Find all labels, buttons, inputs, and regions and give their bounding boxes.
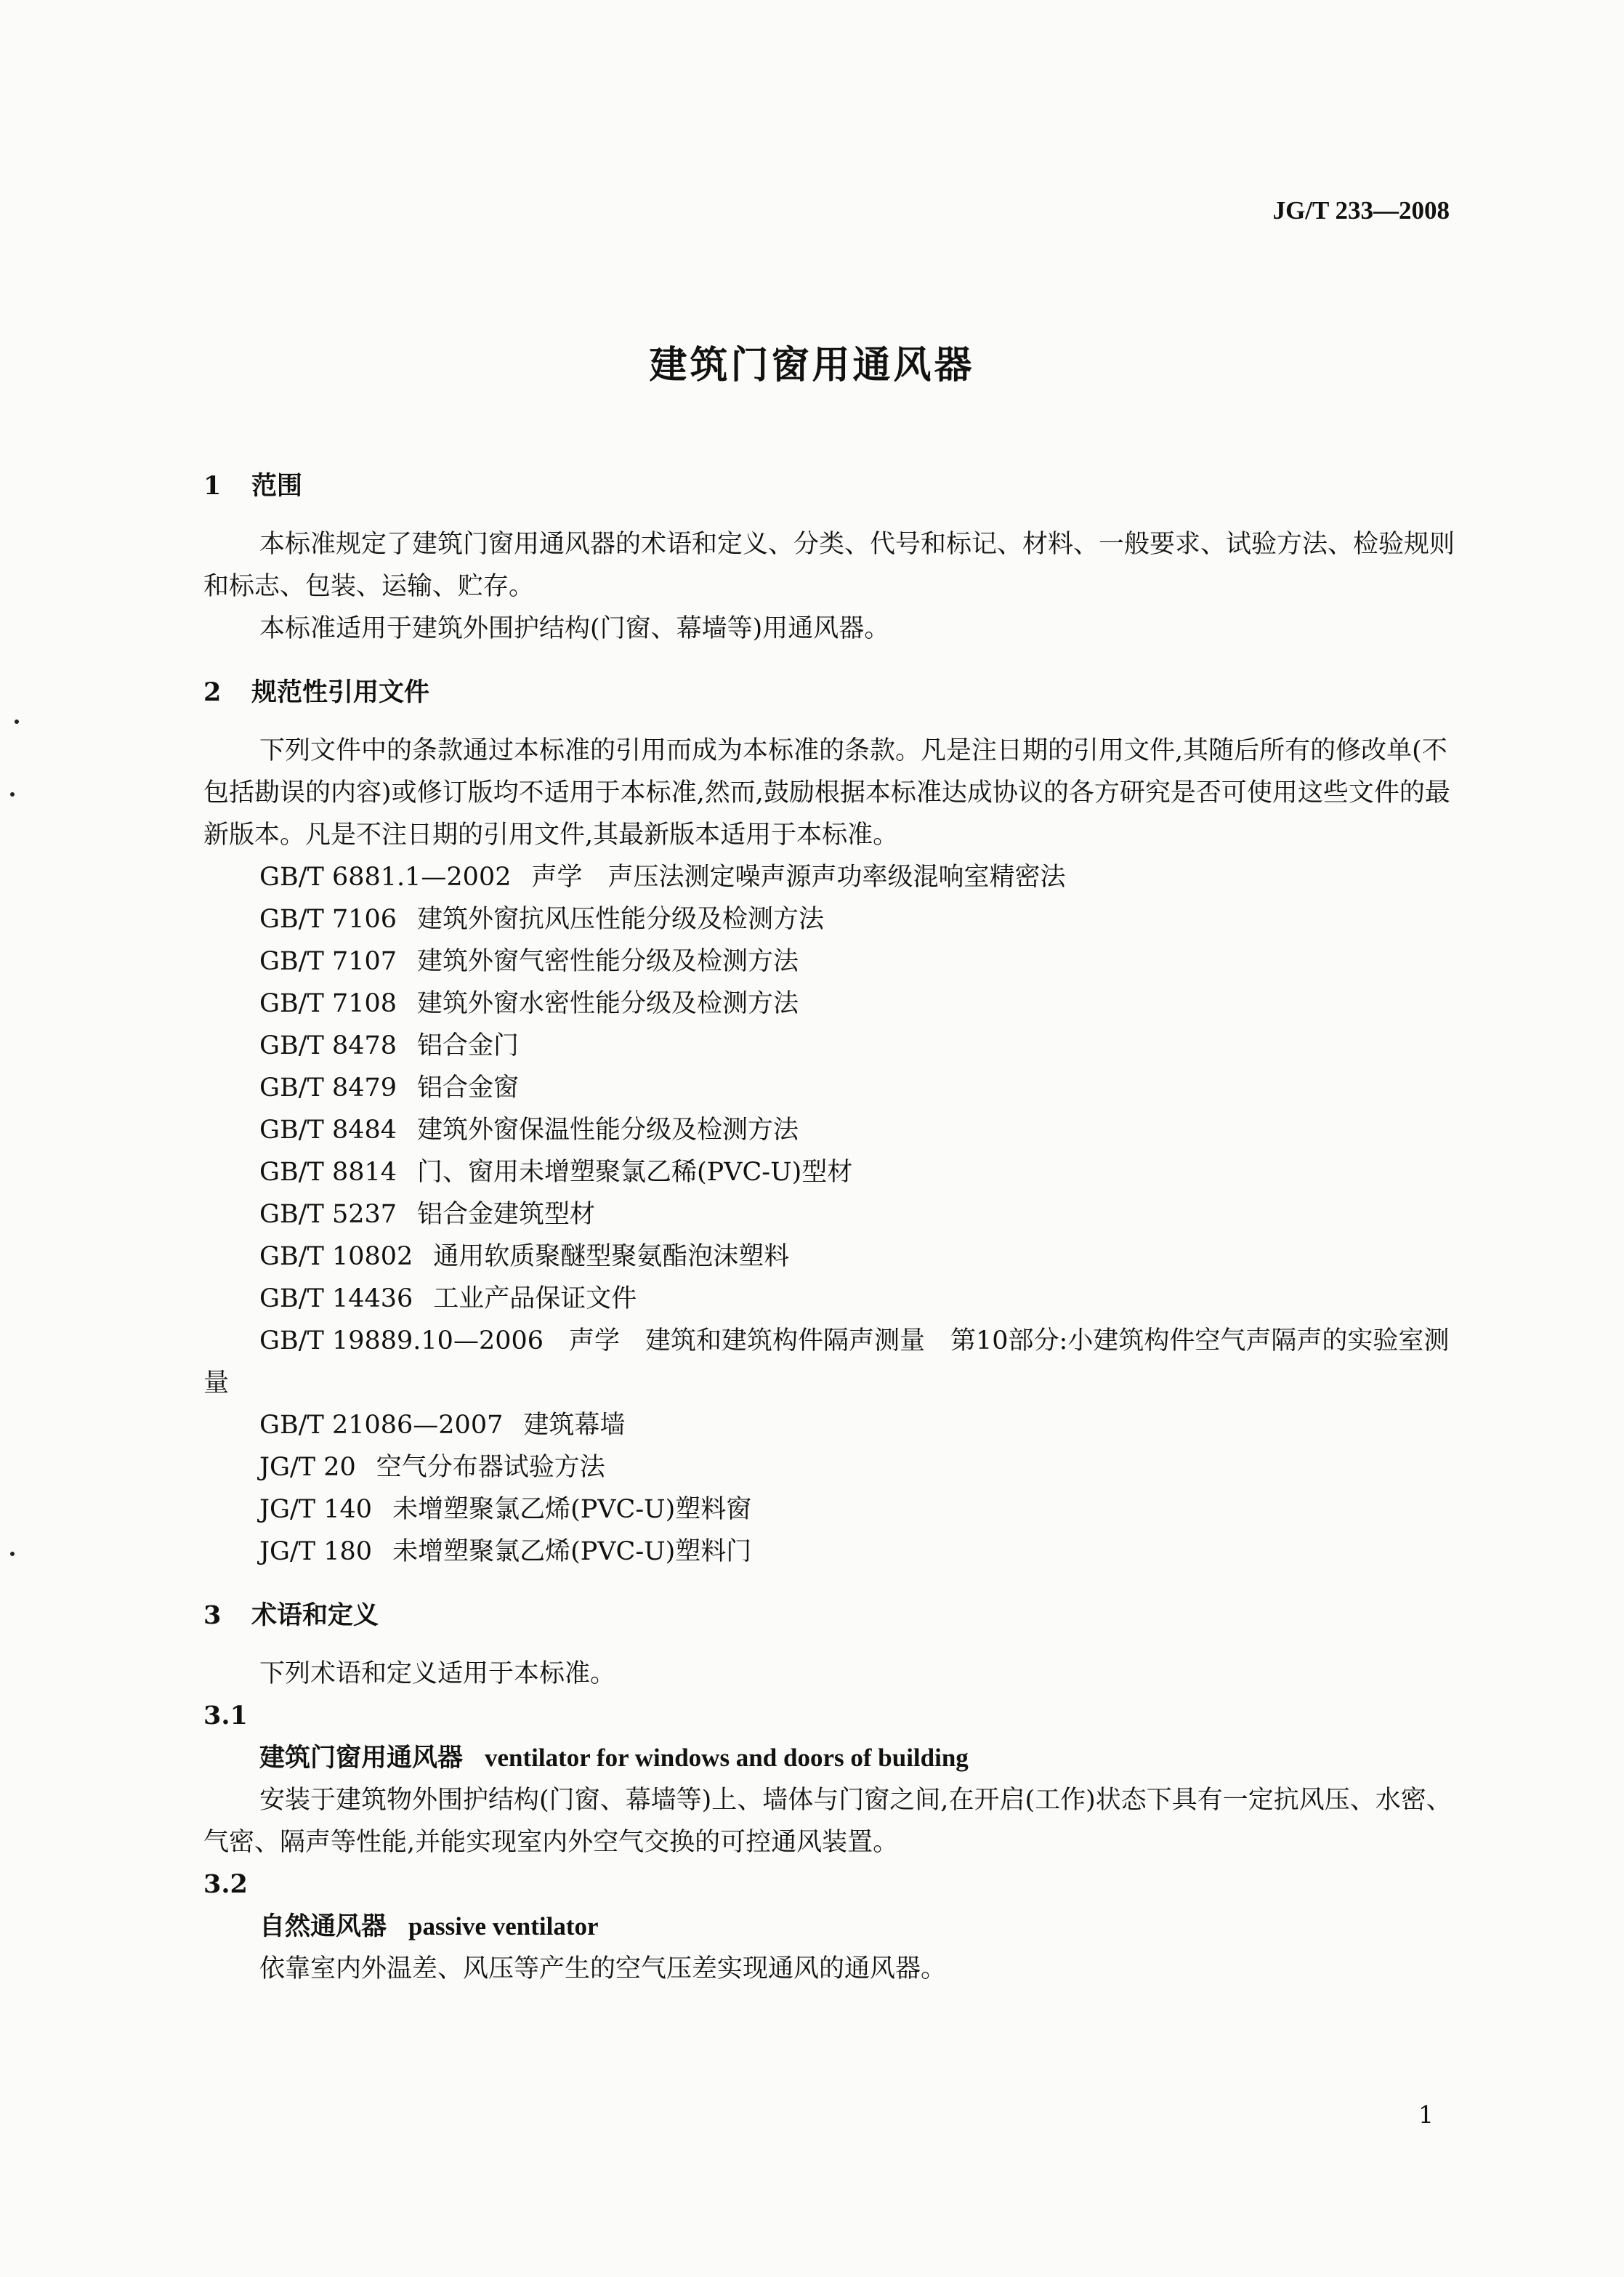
term-definition: 依靠室内外温差、风压等产生的空气压差实现通风的通风器。 — [259, 1954, 947, 1983]
scan-mark — [15, 720, 19, 724]
reference-list — [203, 856, 1461, 1573]
scan-mark — [10, 1552, 15, 1556]
reference-item: GB/T 14436 工业产品保证文件 — [259, 1284, 637, 1313]
paragraph: 下列文件中的条款通过本标准的引用而成为本标准的条款。凡是注日期的引用文件,其随后所有的修改单(不包括勘误的内容)或修订版均不适用于本标准,然而,鼓励根据本标准达成协议的各方研究是否可使用这些文件的最新版本。凡是不注日期的引用文件,其最新版本适用于本标准。 — [203, 736, 1450, 850]
paragraph: 本标准规定了建筑门窗用通风器的术语和定义、分类、代号和标记、材料、一般要求、试验方法、检验规则和标志、包装、运输、贮存。 — [203, 530, 1455, 601]
document-body — [203, 465, 1461, 1990]
section-heading-normative-references: 2 规范性引用文件 — [203, 677, 430, 707]
reference-item: GB/T 8479 铝合金窗 — [259, 1073, 520, 1103]
page-title: 建筑门窗用通风器 — [649, 343, 975, 387]
reference-item: GB/T 7108 建筑外窗水密性能分级及检测方法 — [259, 989, 799, 1018]
term-heading: 建筑门窗用通风器 ventilator for windows and doors of building — [259, 1743, 969, 1773]
reference-item: GB/T 7106 建筑外窗抗风压性能分级及检测方法 — [259, 905, 825, 934]
section-heading-scope: 1 范围 — [203, 471, 303, 501]
reference-item: JG/T 20 空气分布器试验方法 — [259, 1453, 605, 1482]
term-heading: 自然通风器 passive ventilator — [259, 1911, 599, 1941]
term-number: 3.2 — [203, 1869, 248, 1899]
reference-item: GB/T 8478 铝合金门 — [259, 1031, 520, 1060]
paragraph: 下列术语和定义适用于本标准。 — [259, 1659, 616, 1688]
scan-mark — [10, 792, 15, 797]
page-number: 1 — [1418, 2100, 1434, 2129]
term-definition: 安装于建筑物外围护结构(门窗、幕墙等)上、墙体与门窗之间,在开启(工作)状态下具有一定抗风压、水密、气密、隔声等性能,并能实现室内外空气交换的可控通风装置。 — [203, 1786, 1452, 1857]
reference-item: GB/T 10802 通用软质聚醚型聚氨酯泡沫塑料 — [259, 1242, 790, 1271]
reference-item: JG/T 140 未增塑聚氯乙烯(PVC-U)塑料窗 — [259, 1495, 752, 1524]
reference-item: GB/T 21086—2007 建筑幕墙 — [259, 1411, 626, 1440]
reference-item: GB/T 8484 建筑外窗保温性能分级及检测方法 — [259, 1116, 799, 1145]
term-number: 3.1 — [203, 1701, 248, 1730]
section-heading-terms-definitions: 3 术语和定义 — [203, 1600, 379, 1630]
paragraph: 本标准适用于建筑外围护结构(门窗、幕墙等)用通风器。 — [259, 614, 890, 643]
reference-item: GB/T 7107 建筑外窗气密性能分级及检测方法 — [259, 947, 799, 976]
reference-item-wrapped: GB/T 19889.10—2006 声学 建筑和建筑构件隔声测量 第10部分:小建筑构件空气声隔声的实验室测量 — [203, 1326, 1450, 1398]
reference-item: GB/T 8814 门、窗用未增塑聚氯乙稀(PVC-U)型材 — [259, 1158, 853, 1187]
reference-item: GB/T 5237 铝合金建筑型材 — [259, 1200, 596, 1229]
reference-item: JG/T 180 未增塑聚氯乙烯(PVC-U)塑料门 — [259, 1537, 752, 1566]
doc-code: JG/T 233—2008 — [1272, 196, 1450, 225]
reference-item: GB/T 6881.1—2002 声学 声压法测定噪声源声功率级混响室精密法 — [259, 863, 1066, 892]
